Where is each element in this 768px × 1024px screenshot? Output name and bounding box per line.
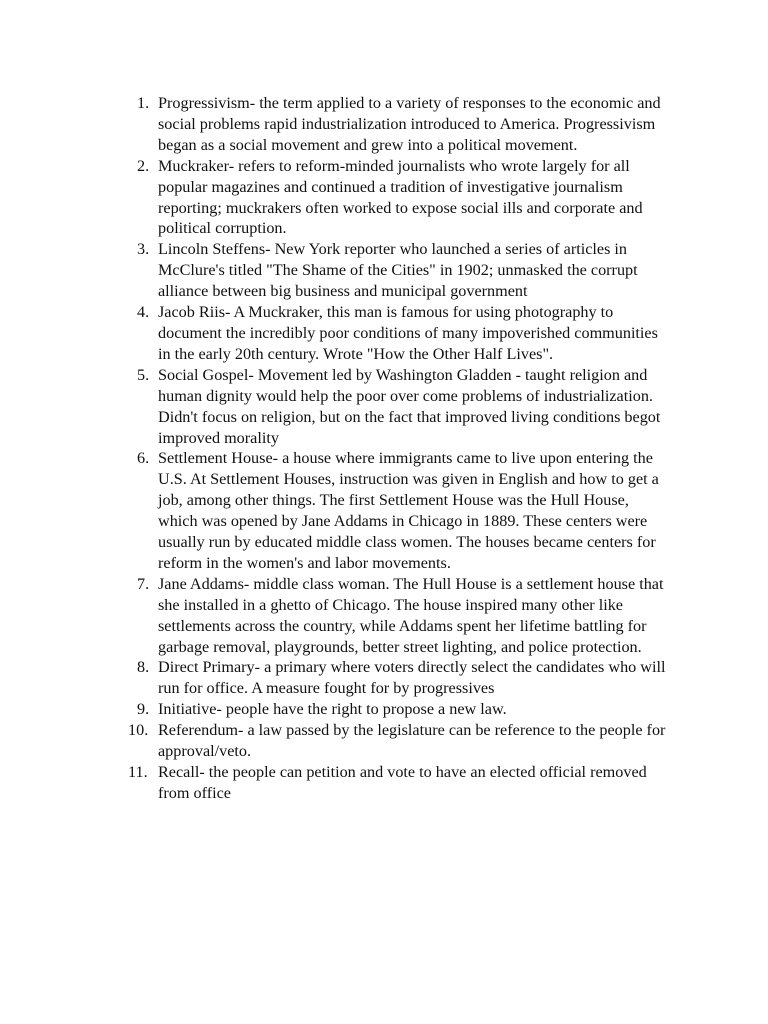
- item-number: 3.: [137, 240, 150, 259]
- item-number: 5.: [137, 365, 150, 384]
- item-term: Recall: [158, 763, 200, 781]
- item-term: Jacob Riis: [158, 303, 225, 322]
- item-number: 7.: [137, 574, 150, 593]
- definitions-list: [128, 93, 668, 804]
- item-definition: the people can petition and vote to have an elected official removed from office: [158, 763, 647, 802]
- item-definition: middle class woman. The Hull House is a settlement house that she installed in a ghetto of Chicago. The house inspired many other like settlements across the country, while Addams spent her lifetime battling for garbage removal, playgrounds, better street lighting, and police protection.: [158, 574, 664, 656]
- list-item: 1. Progressivism- the term applied to a variety of responses to the economic and social problems rapid industrialization introduced to America. Progressivism began as a social movement and grew into a political movement.: [137, 94, 661, 154]
- item-term: Muckraker: [158, 156, 229, 175]
- list-item: 11. Recall- the people can petition and vote to have an elected official removed from office: [128, 763, 647, 802]
- item-term: Referendum: [158, 721, 239, 740]
- list-item: 9. Initiative- people have the right to propose a new law.: [137, 700, 507, 719]
- item-definition: A Muckraker, this man is famous for using photography to document the incredibly poor conditions of many impoverished communities in the early 20th century. Wrote "How the Other Half Lives".: [158, 303, 658, 363]
- item-definition: a law passed by the legislature can be reference to the people for approval/veto.: [158, 721, 666, 761]
- item-number: 10.: [128, 721, 149, 740]
- list-item: 4. Jacob Riis- A Muckraker, this man is famous for using photography to document the incredibly poor conditions of many impoverished communities in the early 20th century. Wrote "How the Other Half Lives".: [137, 303, 658, 363]
- item-definition: a primary where voters directly select the candidates who will run for office. A measure fought for by progressives: [158, 658, 666, 698]
- item-definition: the term applied to a variety of responses to the economic and social problems rapid industrialization introduced to America. Progressivism began as a social movement and grew into a political movement.: [158, 94, 661, 154]
- item-definition: refers to reform-minded journalists who wrote largely for all popular magazines and continued a tradition of investigative journalism reporting; muckrakers often worked to expose social ills and corporate and political corruption.: [158, 156, 643, 238]
- item-number: 8.: [137, 658, 150, 677]
- list-item: 2. Muckraker- refers to reform-minded journalists who wrote largely for all popular magazines and continued a tradition of investigative journalism reporting; muckrakers often worked to expose social ills and corporate and political corruption.: [137, 156, 643, 238]
- item-definition: people have the right to propose a new law.: [225, 700, 507, 719]
- item-number: 2.: [137, 156, 150, 175]
- item-term: Jane Addams: [158, 574, 244, 593]
- item-term: Direct Primary: [158, 658, 255, 677]
- item-definition: Movement led by Washington Gladden - taught religion and human dignity would help the poor over come problems of industrialization. Didn't focus on religion, but on the fact that improved living conditions begot improved morality: [158, 365, 661, 447]
- item-term: Lincoln Steffens: [158, 240, 266, 259]
- list-item: 8. Direct Primary- a primary where voters directly select the candidates who will run for office. A measure fought for by progressives: [137, 658, 666, 698]
- item-number: 4.: [137, 303, 150, 322]
- list-item: 6. Settlement House- a house where immigrants came to live upon entering the U.S. At Settlement Houses, instruction was given in English and how to get a job, among other things. The first Settlement House was the Hull House, which was opened by Jane Addams in Chicago in 1889. These centers were usually run by educated middle class women. The houses became centers for reform in the women's and labor movements.: [137, 449, 659, 572]
- item-definition: a house where immigrants came to live upon entering the U.S. At Settlement Houses, instruction was given in English and how to get a job, among other things. The first Settlement House was the Hull House, which was opened by Jane Addams in Chicago in 1889. These centers were usually run by educated middle class women. The houses became centers for reform in the women's and labor movements.: [158, 449, 659, 572]
- item-number: 1.: [137, 94, 150, 112]
- item-number: 11.: [128, 763, 148, 781]
- item-definition: New York reporter who launched a series of articles in McClure's titled "The Shame of the Cities" in 1902; unmasked the corrupt alliance between big business and municipal government: [158, 240, 638, 301]
- list-item: 3. Lincoln Steffens- New York reporter who launched a series of articles in McClure's titled "The Shame of the Cities" in 1902; unmasked the corrupt alliance between big business and municipal government: [137, 240, 638, 301]
- item-number: 9.: [137, 700, 150, 719]
- item-term: Initiative: [158, 700, 217, 719]
- item-number: 6.: [137, 449, 150, 468]
- list-item: 7. Jane Addams- middle class woman. The Hull House is a settlement house that she installed in a ghetto of Chicago. The house inspired many other like settlements across the country, while Addams spent her lifetime battling for garbage removal, playgrounds, better street lighting, and police protection.: [137, 574, 664, 656]
- list-item: 5. Social Gospel- Movement led by Washington Gladden - taught religion and human dignity would help the poor over come problems of industrialization. Didn't focus on religion, but on the fact that improved living conditions begot improved morality: [137, 365, 661, 447]
- item-term: Social Gospel: [158, 365, 249, 384]
- list-item: 10. Referendum- a law passed by the legislature can be reference to the people for approval/veto.: [128, 721, 666, 761]
- item-term: Progressivism: [158, 94, 250, 112]
- item-term: Settlement House: [158, 449, 273, 468]
